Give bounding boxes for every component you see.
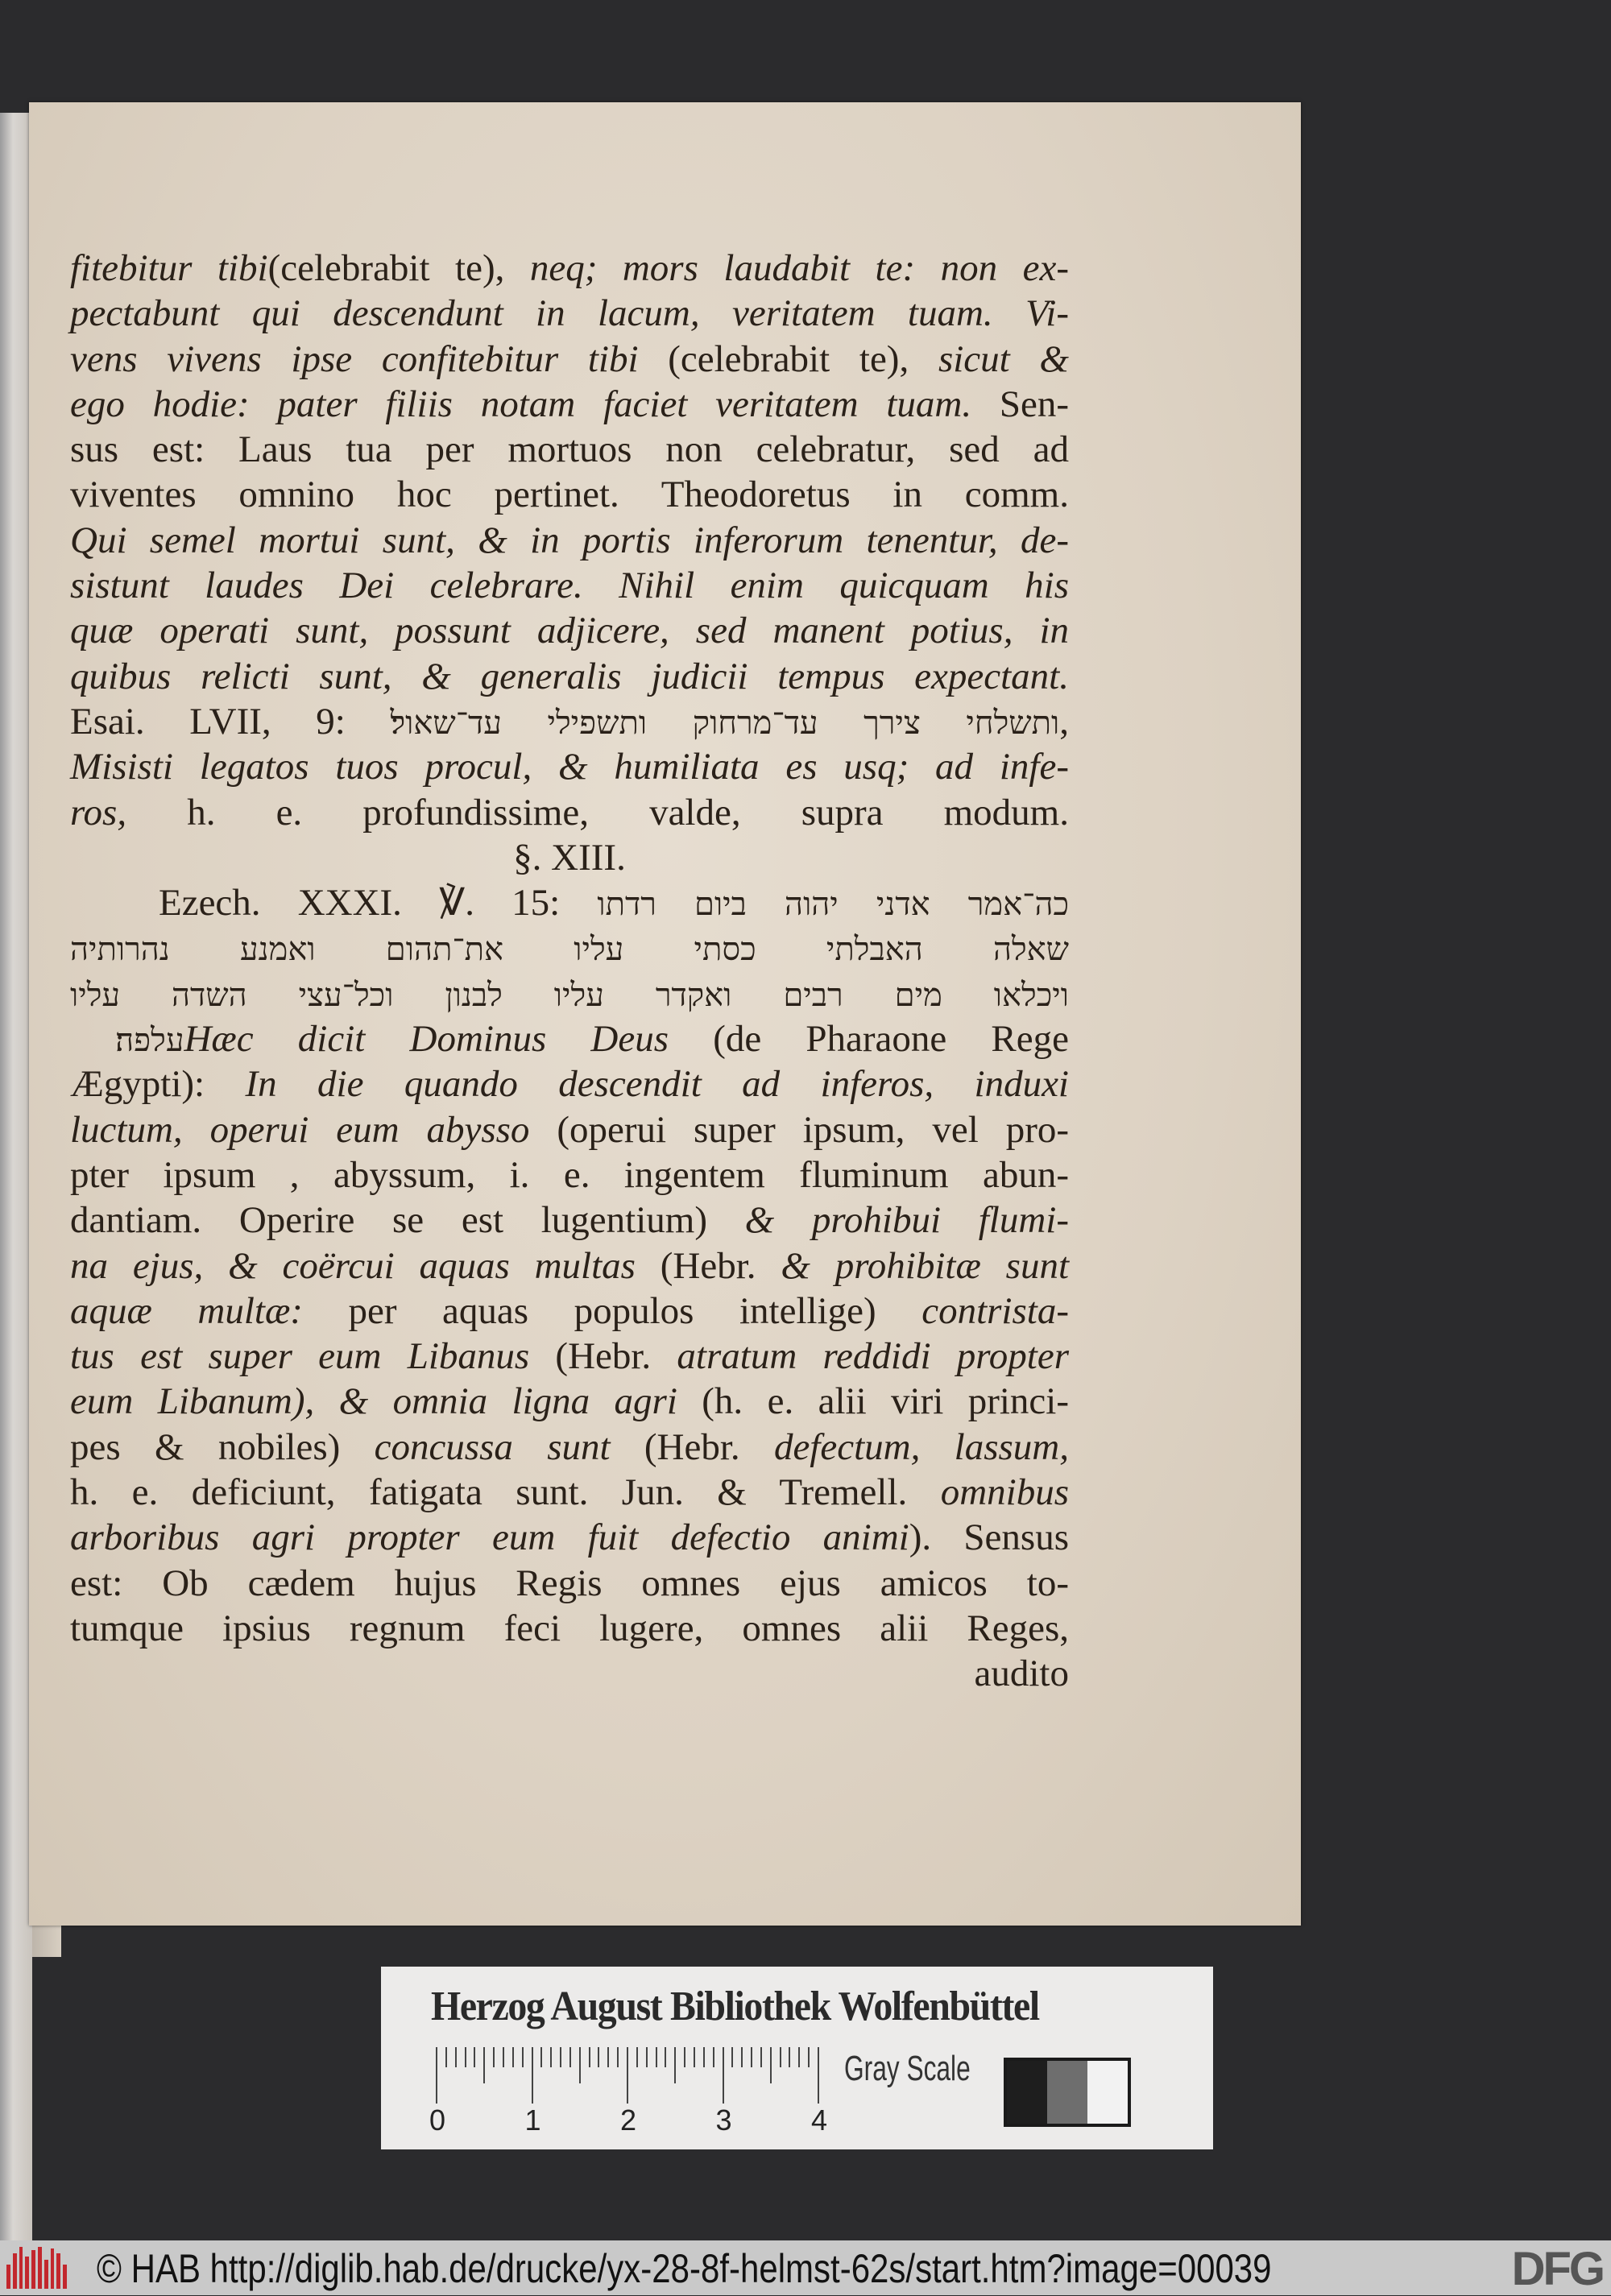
library-name: Herzog August Bibliothek Wolfenbüttel bbox=[431, 1984, 1039, 2029]
ruler-number: 1 bbox=[524, 2104, 541, 2137]
italic-text: vens vivens ipse confitebitur tibi bbox=[70, 337, 669, 380]
ruler-tick bbox=[723, 2047, 724, 2104]
roman-text: pter ipsum , abyssum, i. e. ingentem fluminum abun- bbox=[70, 1153, 1069, 1196]
italic-text: pectabunt qui descendunt in lacum, veritatem tuam. Vi- bbox=[70, 292, 1069, 335]
text-line bbox=[70, 1561, 1069, 1606]
roman-text: pes & nobiles) bbox=[70, 1425, 375, 1468]
hebrew-text: שאלה האבלתי כסתי עליו את־תהום ואמנע נהרותיה bbox=[70, 931, 1069, 969]
ruler-tick bbox=[760, 2047, 762, 2067]
text-line bbox=[70, 427, 1069, 472]
roman-text: per aquas populos intellige) bbox=[348, 1289, 922, 1332]
text-line bbox=[70, 518, 1069, 563]
ruler-tick bbox=[483, 2047, 485, 2083]
italic-text: aquæ multæ: bbox=[70, 1289, 349, 1332]
ruler-tick bbox=[589, 2047, 590, 2067]
ruler-tick bbox=[550, 2047, 552, 2067]
page-text bbox=[70, 246, 1069, 1697]
ruler-tick bbox=[465, 2047, 466, 2067]
italic-text: In die quando descendit ad inferos, induxi bbox=[245, 1063, 1069, 1106]
ruler-number: 4 bbox=[811, 2104, 828, 2137]
ruler-tick bbox=[636, 2047, 638, 2067]
italic-text: quæ operati sunt, possunt adjicere, sed manent potius, in bbox=[70, 610, 1069, 652]
gray-patch bbox=[1007, 2061, 1047, 2124]
ruler-tick bbox=[598, 2047, 599, 2067]
text-line bbox=[70, 1016, 1069, 1061]
italic-text: Hæc dicit Dominus Deus bbox=[184, 1018, 714, 1061]
ruler-tick bbox=[445, 2047, 447, 2067]
logo-stripe bbox=[6, 2265, 10, 2289]
roman-text: , bbox=[1059, 700, 1069, 743]
previous-page-edge bbox=[0, 113, 32, 2240]
text-line bbox=[70, 790, 1069, 835]
ruler-tick bbox=[560, 2047, 561, 2067]
ruler-tick bbox=[627, 2047, 628, 2104]
ruler-tick bbox=[798, 2047, 800, 2067]
ruler-tick bbox=[503, 2047, 504, 2067]
gray-scale-label: Gray Scale bbox=[844, 2049, 971, 2088]
ruler-tick bbox=[455, 2047, 457, 2067]
roman-text: est: Ob cædem hujus Regis omnes ejus amicos to- bbox=[70, 1562, 1069, 1604]
italic-text: ego hodie: pater filiis notam faciet veritatem tuam. bbox=[70, 383, 1000, 425]
ruler-number: 3 bbox=[715, 2104, 732, 2137]
text-line bbox=[70, 835, 1069, 880]
roman-text: (Hebr. bbox=[644, 1425, 774, 1468]
text-line bbox=[70, 608, 1069, 653]
ruler-tick bbox=[684, 2047, 685, 2067]
text-line bbox=[70, 1379, 1069, 1424]
italic-text: contrista- bbox=[921, 1289, 1069, 1332]
ruler-tick bbox=[731, 2047, 733, 2067]
text-line bbox=[70, 472, 1069, 517]
ruler-tick bbox=[569, 2047, 571, 2067]
italic-text: ros, bbox=[70, 791, 188, 834]
italic-text: fitebitur tibi bbox=[70, 247, 268, 289]
roman-text: ). Sensus bbox=[909, 1516, 1069, 1559]
ruler-tick bbox=[665, 2047, 666, 2067]
gray-patch bbox=[1087, 2061, 1128, 2124]
roman-text: (h. e. alii viri princi- bbox=[702, 1380, 1069, 1423]
roman-text: audito bbox=[974, 1653, 1069, 1695]
text-line bbox=[70, 1107, 1069, 1152]
roman-text: (celebrabit te), bbox=[267, 247, 530, 289]
text-line bbox=[70, 563, 1069, 608]
text-line bbox=[70, 1606, 1069, 1651]
ruler-tick bbox=[674, 2047, 676, 2083]
logo-stripe bbox=[56, 2253, 60, 2289]
italic-text: omnibus bbox=[940, 1471, 1069, 1514]
text-line bbox=[70, 1334, 1069, 1379]
ruler-tick bbox=[617, 2047, 619, 2067]
roman-text: (de Pharaone Rege bbox=[713, 1018, 1069, 1061]
ruler-tick bbox=[751, 2047, 752, 2067]
scale-card bbox=[381, 1967, 1213, 2149]
text-line bbox=[70, 1515, 1069, 1560]
italic-text: Misisti legatos tuos procul, & humiliata es usq; ad infe- bbox=[70, 746, 1069, 788]
hebrew-text: עלפה׃ bbox=[70, 1022, 184, 1060]
text-line bbox=[70, 1198, 1069, 1243]
ruler-tick bbox=[493, 2047, 495, 2067]
hebrew-text: כה־אמר אדני יהוה ביום רדתו bbox=[597, 886, 1069, 924]
text-line bbox=[70, 744, 1069, 789]
text-line bbox=[70, 925, 1069, 970]
ruler-tick bbox=[808, 2047, 810, 2067]
text-line bbox=[70, 699, 1069, 744]
ruler-tick bbox=[780, 2047, 781, 2067]
hebrew-text: ותשלחי צירך עד־מרחוק ותשפילי עד־שאול׃ bbox=[390, 704, 1060, 742]
ruler-tick bbox=[703, 2047, 705, 2067]
ruler-tick bbox=[656, 2047, 657, 2067]
copyright-url[interactable]: © HAB http://diglib.hab.de/drucke/yx-28-8f-helmst-62s/start.htm?image=00039 bbox=[97, 2246, 1272, 2291]
ruler-number: 0 bbox=[429, 2104, 446, 2137]
logo-stripe bbox=[25, 2257, 29, 2289]
text-line bbox=[70, 971, 1069, 1016]
dfg-logo: DFG bbox=[1511, 2243, 1603, 2295]
ruler-tick bbox=[512, 2047, 514, 2067]
text-line bbox=[70, 382, 1069, 427]
gray-patch bbox=[1047, 2061, 1087, 2124]
italic-text: atratum reddidi propter bbox=[677, 1335, 1069, 1378]
ruler-tick bbox=[436, 2047, 437, 2104]
roman-text: (Hebr. bbox=[660, 1244, 781, 1287]
logo-stripe bbox=[19, 2247, 23, 2289]
roman-text: dantiam. Operire se est lugentium) bbox=[70, 1199, 745, 1242]
roman-text: (Hebr. bbox=[555, 1335, 677, 1378]
text-line bbox=[70, 1061, 1069, 1107]
italic-text: tus est super eum Libanus bbox=[70, 1335, 556, 1378]
roman-text: Ægypti): bbox=[70, 1063, 246, 1106]
text-line bbox=[70, 246, 1069, 291]
italic-text: arboribus agri propter eum fuit defectio animi bbox=[70, 1516, 909, 1559]
italic-text: sistunt laudes Dei celebrare. Nihil enim quicquam his bbox=[70, 565, 1069, 607]
text-line bbox=[70, 1470, 1069, 1515]
ruler-tick bbox=[789, 2047, 790, 2067]
ruler bbox=[436, 2047, 818, 2104]
italic-text: Qui semel mortui sunt, & in portis inferorum tenentur, de- bbox=[70, 519, 1069, 561]
roman-text: (operui super ipsum, vel pro- bbox=[557, 1108, 1069, 1151]
roman-text: §. XIII. bbox=[513, 836, 626, 879]
text-line bbox=[70, 1152, 1069, 1198]
text-line bbox=[70, 1425, 1069, 1470]
roman-text: h. e. profundissime, valde, supra modum. bbox=[187, 791, 1069, 834]
ruler-tick bbox=[818, 2047, 819, 2104]
ruler-tick bbox=[474, 2047, 475, 2067]
italic-text: quibus relicti sunt, & generalis judicii tempus expectant. bbox=[70, 655, 1069, 697]
text-line bbox=[70, 1243, 1069, 1289]
ruler-tick bbox=[540, 2047, 542, 2067]
italic-text: sicut & bbox=[938, 337, 1069, 380]
logo-stripe bbox=[38, 2247, 42, 2289]
ruler-tick bbox=[646, 2047, 648, 2067]
text-line bbox=[70, 654, 1069, 699]
text-line bbox=[70, 291, 1069, 336]
text-line bbox=[70, 1651, 1069, 1696]
text-line bbox=[70, 880, 1069, 925]
ruler-tick bbox=[741, 2047, 743, 2067]
roman-text: Sen- bbox=[999, 383, 1069, 425]
hebrew-text: ויכלאו מים רבים ואקדר עליו לבנון וכל־עצי השדה עליו bbox=[70, 976, 1069, 1014]
italic-text: na ejus, & coërcui aquas multas bbox=[70, 1244, 661, 1287]
logo-stripe bbox=[44, 2260, 48, 2289]
italic-text: defectum, lassum, bbox=[773, 1425, 1069, 1468]
roman-text: (celebrabit te), bbox=[668, 337, 938, 380]
italic-text: eum Libanum), & omnia ligna agri bbox=[70, 1380, 702, 1423]
ruler-number: 2 bbox=[620, 2104, 637, 2137]
roman-text: Ezech. XXXI. ℣. 15: bbox=[159, 882, 598, 925]
ruler-tick bbox=[579, 2047, 581, 2083]
ruler-tick bbox=[607, 2047, 609, 2067]
italic-text: luctum, operui eum abysso bbox=[70, 1108, 557, 1151]
text-line bbox=[70, 337, 1069, 382]
roman-text: tumque ipsius regnum feci lugere, omnes alii Reges, bbox=[70, 1607, 1069, 1649]
logo-stripe bbox=[13, 2253, 17, 2289]
roman-text: sus est: Laus tua per mortuos non celebratur, sed ad bbox=[70, 428, 1069, 471]
logo-stripe bbox=[31, 2250, 35, 2289]
ruler-tick bbox=[694, 2047, 695, 2067]
ruler-tick bbox=[522, 2047, 524, 2067]
logo-stripe bbox=[63, 2265, 67, 2289]
roman-text: viventes omnino hoc pertinet. Theodoretus in comm. bbox=[70, 474, 1069, 516]
italic-text: & prohibui flumi- bbox=[744, 1199, 1069, 1242]
ruler-tick bbox=[532, 2047, 533, 2104]
text-line bbox=[70, 1289, 1069, 1334]
logo-stripe bbox=[51, 2248, 55, 2289]
italic-text: neq; mors laudabit te: non ex- bbox=[529, 247, 1069, 289]
ruler-tick bbox=[770, 2047, 772, 2083]
footer-bar bbox=[0, 2240, 1611, 2295]
hab-logo-icon bbox=[6, 2247, 67, 2289]
italic-text: & prohibitæ sunt bbox=[781, 1244, 1069, 1287]
roman-text: Esai. LVII, 9: bbox=[70, 700, 391, 743]
roman-text: h. e. deficiunt, fatigata sunt. Jun. & Tremell. bbox=[70, 1471, 941, 1514]
italic-text: concussa sunt bbox=[374, 1425, 644, 1468]
gray-scale-chart bbox=[1004, 2058, 1131, 2127]
ruler-tick bbox=[713, 2047, 714, 2067]
